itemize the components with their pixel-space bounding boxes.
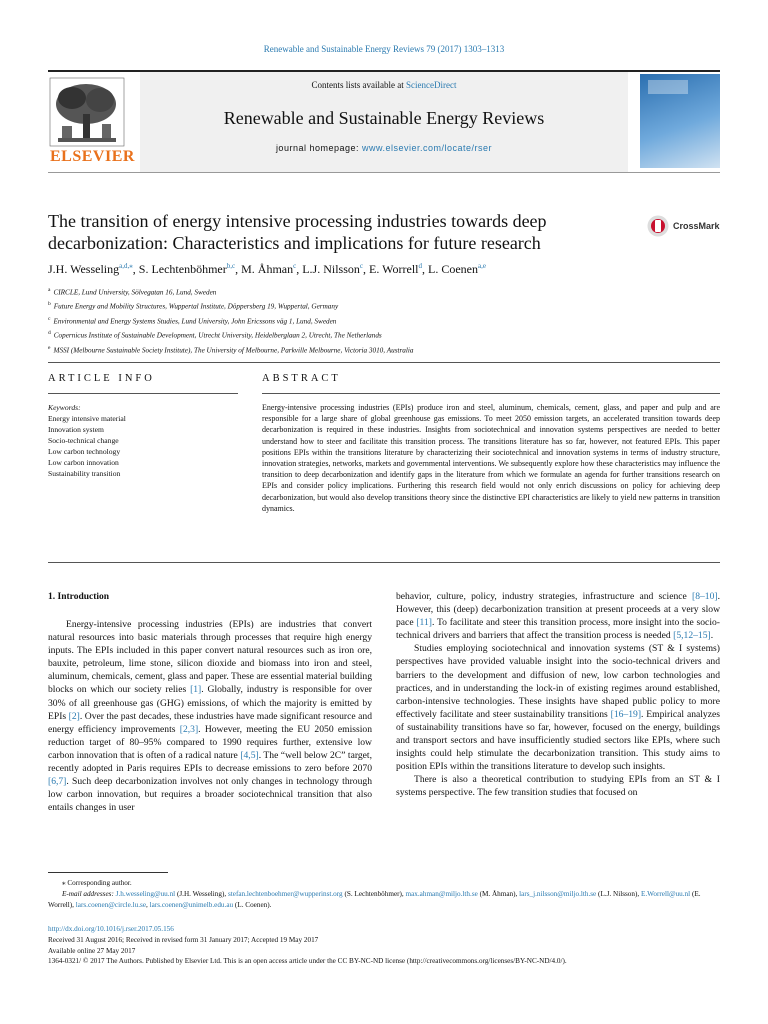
license-statement: 1364-0321/ © 2017 The Authors. Published by Elsevier Ltd. This is an open access article under the CC BY-NC-ND license (http://creativecommons.org/licenses/BY-NC-ND/4.0/). bbox=[48, 957, 567, 966]
journal-masthead bbox=[48, 70, 720, 173]
email-link[interactable]: lars.coenen@circle.lu.se bbox=[75, 901, 147, 909]
affiliation bbox=[48, 313, 728, 327]
author-separator: , bbox=[235, 262, 242, 276]
body-column-right bbox=[396, 590, 720, 800]
contents-prefix: Contents lists available at bbox=[311, 80, 406, 90]
homepage-line bbox=[140, 143, 628, 153]
masthead-center bbox=[140, 72, 628, 172]
affiliation-text: Future Energy and Mobility Structures, Wuppertal Institute, Döppersberg 19, Wuppertal, Germany bbox=[53, 302, 339, 311]
author-name: L.J. Nilsson bbox=[302, 262, 360, 276]
doi-link[interactable]: http://dx.doi.org/10.1016/j.rser.2017.05.156 bbox=[48, 925, 174, 933]
keyword: Sustainability transition bbox=[48, 469, 121, 478]
affiliation bbox=[48, 342, 728, 356]
intro-paragraph-2: Studies employing sociotechnical and innovation systems (ST & I systems) perspectives have provided valuable insight into the socio-technical drivers and barriers to the development and diffusion of new, low carbon technologies and practices, and in understanding the lock-in of existing regimes around established, carbon-intensive technologies. These insights have shaped public policy to more effectively facilitate and steer sustainability transitions [16–19]. Empirical analyzes of sustainability transitions have so far, however, focused on the energy, buildings and transport sectors and have insufficiently studied sectors like EPIs, where such insights could help stimulate the decarbonization transition. This study aims to position EPIs within the transitions literature to develop such insights. bbox=[396, 643, 720, 773]
author-affiliation-marker[interactable]: c bbox=[359, 262, 364, 270]
journal-reference[interactable]: Renewable and Sustainable Energy Reviews 79 (2017) 1303–1313 bbox=[263, 44, 505, 54]
abstract-divider bbox=[48, 562, 720, 563]
affiliation-text: Copernicus Institute of Sustainable Development, Utrecht University, Heidelberglaan 2, Utrecht, The Netherlands bbox=[53, 331, 382, 340]
email-owner: (M. Åhman), bbox=[477, 890, 520, 898]
article-info-rule bbox=[48, 393, 238, 394]
author-affiliation-marker[interactable]: c bbox=[293, 262, 297, 270]
keyword: Socio-technical change bbox=[48, 436, 119, 445]
crossmark-badge[interactable] bbox=[647, 214, 747, 240]
author-affiliation-marker[interactable]: d bbox=[418, 262, 422, 270]
affiliation bbox=[48, 298, 728, 312]
cover-title-block bbox=[648, 80, 688, 94]
author-separator: , bbox=[421, 262, 428, 276]
email-owner: (S. Lechtenböhmer), bbox=[342, 890, 406, 898]
keywords-list bbox=[48, 413, 238, 479]
keywords-block bbox=[48, 402, 238, 479]
author-list bbox=[48, 262, 728, 277]
body-column-left bbox=[48, 618, 372, 814]
header-divider bbox=[48, 362, 720, 363]
citation-link[interactable]: [1] bbox=[190, 684, 202, 696]
affiliation-key: e bbox=[48, 344, 51, 351]
affiliation-text: Environmental and Energy Systems Studies, Lund University, John Ericssons väg 1, Lund, Sweden bbox=[53, 317, 337, 326]
email-link[interactable]: E.Worrell@uu.nl bbox=[640, 890, 691, 898]
citation-link[interactable]: [2] bbox=[68, 710, 80, 722]
affiliation-text: CIRCLE, Lund University, Sölvegatan 16, Lund, Sweden bbox=[53, 288, 217, 297]
email-owner: (L. Coenen). bbox=[233, 901, 272, 909]
author-name: M. Åhman bbox=[241, 262, 294, 276]
intro-paragraph-1-continued: behavior, culture, policy, industry strategies, infrastructure and science [8–10]. However, this (deep) decarbonization transition at present proceeds at a very slow pace [11]. To facilitate and steer this transition process, more insight into the socio-technical drivers and barriers that affect the transition process is needed [5,12–15]. bbox=[396, 591, 720, 642]
affiliation-key: a bbox=[48, 287, 51, 293]
keyword: Low carbon innovation bbox=[48, 458, 119, 467]
paper-title bbox=[48, 210, 608, 254]
journal-title: Renewable and Sustainable Energy Reviews bbox=[223, 108, 545, 128]
citation-link[interactable]: [11] bbox=[416, 617, 432, 629]
email-link[interactable]: stefan.lechtenboehmer@wupperinst.org bbox=[227, 890, 343, 898]
paper-title-line-1: The transition of energy intensive processing industries towards deep bbox=[48, 211, 547, 231]
author-separator: , bbox=[132, 262, 139, 276]
email-owner: (J.H. Wesseling), bbox=[175, 890, 228, 898]
email-link[interactable]: max.ahman@miljo.lth.se bbox=[405, 890, 478, 898]
author-affiliation-marker[interactable]: a,e bbox=[477, 262, 486, 270]
section-heading-introduction: 1. Introduction bbox=[48, 592, 110, 602]
keyword: Energy intensive material bbox=[48, 414, 126, 423]
sciencedirect-link[interactable]: ScienceDirect bbox=[406, 80, 457, 90]
author-name: S. Lechtenböhmer bbox=[138, 262, 227, 276]
keyword: Low carbon technology bbox=[48, 447, 121, 456]
author-name: J.H. Wesseling bbox=[48, 262, 120, 276]
citation-link[interactable]: [5,12–15] bbox=[673, 630, 711, 642]
publisher-wordmark: ELSEVIER bbox=[50, 148, 135, 165]
email-addresses bbox=[48, 889, 728, 911]
affiliation-key: d bbox=[48, 330, 51, 337]
journal-cover-image bbox=[640, 74, 720, 168]
affiliation-list bbox=[48, 284, 728, 356]
abstract-rule bbox=[262, 393, 720, 394]
homepage-link[interactable]: www.elsevier.com/locate/rser bbox=[362, 143, 493, 153]
author-affiliation-marker[interactable]: b,c bbox=[226, 262, 236, 270]
footnote-rule bbox=[48, 872, 168, 873]
email-label: E-mail addresses: bbox=[62, 890, 116, 898]
author-separator: , bbox=[363, 262, 370, 276]
intro-paragraph-1: Energy-intensive processing industries (EPIs) are industries that convert natural resources into basic materials through processes that require high energy inputs. The EPIs included in this paper convert natural resources such as iron ore, bauxite, petroleum, lime stone, silicon dioxide and biomass into iron and steel, aluminum, chemicals, cement, glass and paper. These are essential material building blocks on which our society relies [1]. Globally, industry is responsible for over 30% of all greenhouse gas (GHG) emissions, of which the majority is emitted by EPIs [2]. Over the past decades, these industries have made significant resource and energy efficiency improvements [2,3]. However, meeting the EU 2050 emission reduction target of 80–95% compared to 1990 requires further, extensive low carbon innovation that is often of a radical nature [4,5]. The “well below 2C” target, recently adopted in Paris requires EPIs to decrease emissions to zero before 2070 [6,7]. Such deep decarbonization involves not only changes in technology through low carbon innovation, but requires a broader sociotechnical transition that also entails changes in user bbox=[48, 619, 373, 814]
author-name: L. Coenen bbox=[427, 262, 478, 276]
corresponding-author-note: ⁎ Corresponding author. bbox=[62, 879, 132, 887]
email-owner: , bbox=[146, 901, 150, 909]
citation-link[interactable]: [16–19] bbox=[610, 708, 642, 720]
affiliation bbox=[48, 327, 728, 341]
citation-link[interactable]: [6,7] bbox=[48, 776, 67, 788]
email-link[interactable]: lars_j.nilsson@miljo.lth.se bbox=[519, 890, 597, 898]
available-online: Available online 27 May 2017 bbox=[48, 946, 136, 955]
affiliation bbox=[48, 284, 728, 298]
author-separator: , bbox=[296, 262, 303, 276]
homepage-prefix: journal homepage: bbox=[275, 143, 362, 153]
email-link[interactable]: J.h.wesseling@uu.nl bbox=[115, 890, 176, 898]
affiliation-text: MSSI (Melbourne Sustainable Society Institute), The University of Melbourne, Parkville Melbourne, Victoria 3010, Australia bbox=[53, 345, 414, 354]
email-link[interactable]: lars.coenen@unimelb.edu.au bbox=[149, 901, 234, 909]
email-owner: (L.J. Nilsson), bbox=[596, 890, 641, 898]
abstract-heading: ABSTRACT bbox=[262, 373, 341, 384]
email-owner: (E. Worrell), bbox=[48, 890, 701, 909]
citation-link[interactable]: [8–10] bbox=[692, 591, 718, 602]
article-metadata bbox=[48, 924, 728, 967]
abstract-text: Energy-intensive processing industries (EPIs) produce iron and steel, aluminum, chemicals, cement, glass, and paper and pulp and are responsible for a large share of global greenhouse gas emissions. To meet 2050 emission targets, an accelerated transition towards deep decarbonization is required in these industries. Insights from sociotechnical and innovation systems perspectives are needed to better understand how to steer and facilitate this transition process. The transitions literature has so far, however, not featured EPIs. This paper positions EPIs within the transitions literature by characterizing their sociotechnical and innovation systems in terms of industry structure, innovation strategies, networks, markets and governmental interventions. We subsequently explore how these characteristics may influence the transition to deep decarbonization and identify gaps in the literature from which we formulate an agenda for further transitions research on EPIs and consider policy implications. Furthering this research field would not only enrich discussions on policy for achieving deep decarbonization, but would also develop transitions theory since the distinctive EPI characteristics are likely to yield new patterns in transition dynamics. bbox=[262, 403, 720, 513]
affiliation-key: c bbox=[48, 315, 51, 322]
crossmark-label: CrossMark bbox=[673, 221, 720, 231]
keywords-label: Keywords: bbox=[48, 403, 81, 412]
affiliation-key: b bbox=[48, 301, 51, 308]
author-name: E. Worrell bbox=[369, 262, 419, 276]
keyword: Innovation system bbox=[48, 425, 104, 434]
citation-link[interactable]: [4,5] bbox=[240, 749, 259, 761]
contents-line bbox=[140, 80, 628, 90]
crossmark-icon bbox=[647, 214, 669, 238]
received-dates: Received 31 August 2016; Received in revised form 31 January 2017; Accepted 19 May 2017 bbox=[48, 935, 319, 944]
author-affiliation-marker[interactable]: a,d,⁎ bbox=[119, 262, 133, 270]
paper-title-line-2: decarbonization: Characteristics and implications for future research bbox=[48, 233, 541, 253]
article-info-heading: ARTICLE INFO bbox=[48, 373, 155, 384]
citation-link[interactable]: [2,3] bbox=[179, 723, 199, 735]
footnotes bbox=[48, 878, 728, 911]
intro-paragraph-3: There is also a theoretical contribution to studying EPIs from an ST & I systems perspective. The few transition studies that focused on bbox=[396, 774, 720, 799]
